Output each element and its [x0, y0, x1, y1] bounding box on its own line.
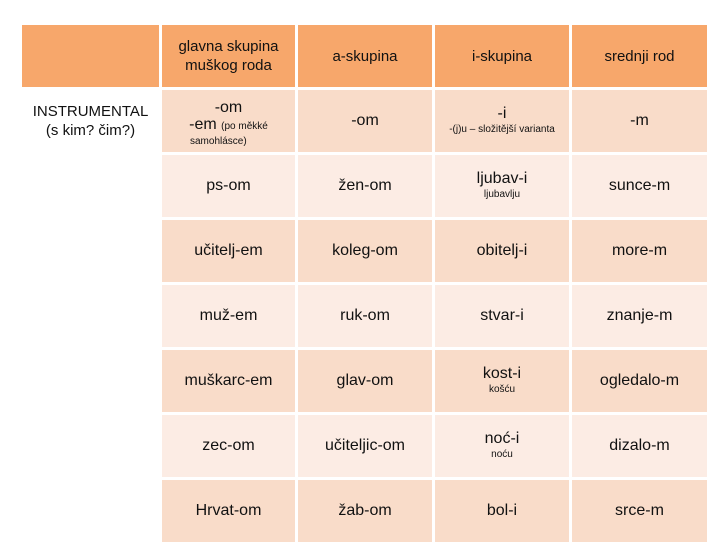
declension-table — [22, 25, 707, 542]
word-cell: učiteljic-om — [298, 415, 432, 477]
word-cell: dizalo-m — [572, 415, 707, 477]
header-i-group: i-skupina — [435, 25, 569, 87]
word-cell: ogledalo-m — [572, 350, 707, 412]
word-cell: muškarc-em — [162, 350, 295, 412]
word-cell: muž-em — [162, 285, 295, 347]
ending-neuter: -m — [572, 90, 707, 152]
word-main: kost-i — [482, 365, 522, 382]
header-neuter: srednji rod — [572, 25, 707, 87]
ending-note-2: samohlásce) — [190, 136, 247, 147]
word-cell: stvar-i — [435, 285, 569, 347]
word-cell: znanje-m — [572, 285, 707, 347]
word-cell: sunce-m — [572, 155, 707, 217]
word-cell — [435, 350, 569, 412]
word-cell: zec-om — [162, 415, 295, 477]
ending-masculine — [162, 90, 295, 152]
ending-note: (po měkké — [221, 121, 268, 132]
word-cell: Hrvat-om — [162, 480, 295, 542]
word-variant: noću — [491, 449, 513, 460]
label-spacer — [22, 350, 159, 412]
word-cell: srce-m — [572, 480, 707, 542]
ending-i-note: -(j)u – složitější varianta — [449, 124, 555, 135]
word-cell: žen-om — [298, 155, 432, 217]
label-spacer — [22, 415, 159, 477]
word-cell: žab-om — [298, 480, 432, 542]
word-variant: ljubavlju — [483, 189, 521, 200]
word-main: ljubav-i — [476, 170, 528, 187]
word-cell: ruk-om — [298, 285, 432, 347]
ending-em: -em — [189, 116, 217, 133]
word-cell: obitelj-i — [435, 220, 569, 282]
case-question: (s kim? čim?) — [45, 122, 136, 139]
word-cell: bol-i — [435, 480, 569, 542]
word-cell: ps-om — [162, 155, 295, 217]
word-cell — [435, 415, 569, 477]
label-spacer — [22, 285, 159, 347]
ending-i: -i — [497, 105, 507, 122]
word-main: noć-i — [484, 430, 520, 447]
header-a-group: a-skupina — [298, 25, 432, 87]
word-variant: košću — [488, 384, 516, 395]
corner-cell — [22, 25, 159, 87]
word-cell: glav-om — [298, 350, 432, 412]
word-cell: koleg-om — [298, 220, 432, 282]
case-label — [22, 90, 159, 152]
ending-om: -om — [214, 99, 243, 116]
word-cell: učitelj-em — [162, 220, 295, 282]
word-cell — [435, 155, 569, 217]
header-masculine: glavna skupina muškog roda — [162, 25, 295, 87]
ending-a-group: -om — [298, 90, 432, 152]
label-spacer — [22, 480, 159, 542]
label-spacer — [22, 220, 159, 282]
case-name: INSTRUMENTAL — [32, 103, 149, 120]
label-spacer — [22, 155, 159, 217]
ending-i-group — [435, 90, 569, 152]
word-cell: more-m — [572, 220, 707, 282]
